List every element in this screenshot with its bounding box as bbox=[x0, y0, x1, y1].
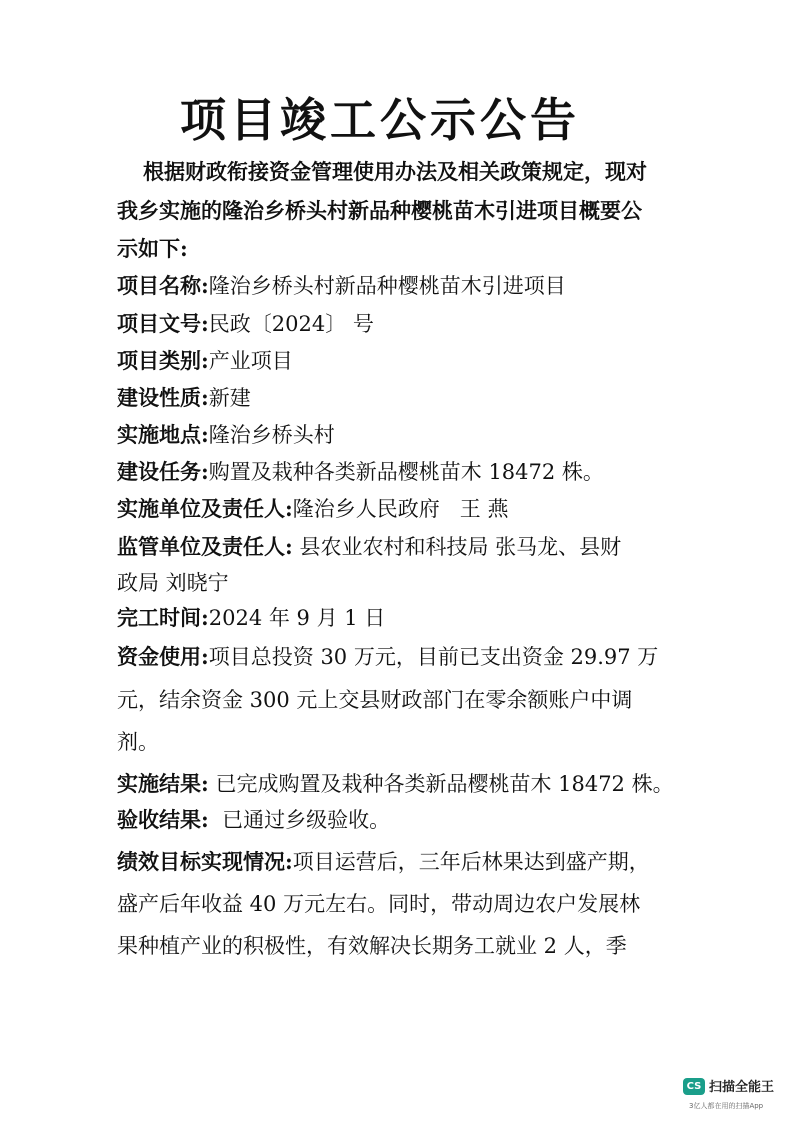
field-category bbox=[117, 347, 293, 375]
field-value: 县农业农村和科技局 张马龙、县财 bbox=[292, 535, 622, 559]
page-title: 项目竣工公示公告 bbox=[180, 93, 580, 147]
field-performance bbox=[117, 848, 650, 876]
field-label: 完工时间: bbox=[117, 605, 209, 630]
field-performance-cont-1: 盛产后年收益 40 万元左右。同时，带动周边农户发展林 bbox=[117, 892, 641, 916]
field-value: 2024 年 9 月 1 日 bbox=[208, 606, 386, 630]
watermark-tagline: 3亿人都在用的扫描App bbox=[689, 1102, 764, 1110]
field-label: 实施单位及责任人: bbox=[117, 496, 293, 521]
field-label: 验收结果: bbox=[117, 807, 209, 832]
field-value: 项目运营后，三年后林果达到盛产期， bbox=[292, 850, 650, 874]
field-doc-number bbox=[117, 310, 374, 338]
field-unit bbox=[117, 495, 508, 523]
field-supervise-cont: 政局 刘晓宁 bbox=[117, 571, 229, 595]
field-fund-cont-2: 剂。 bbox=[117, 730, 159, 754]
intro-line-3: 示如下: bbox=[117, 236, 188, 261]
intro-line-1: 根据财政衔接资金管理使用办法及相关政策规定，现对 bbox=[143, 159, 647, 184]
scanner-watermark bbox=[683, 1076, 783, 1116]
field-value: 隆治乡桥头村新品种樱桃苗木引进项目 bbox=[208, 274, 566, 298]
field-value: 项目总投资 30 万元，目前已支出资金 29.97 万 bbox=[208, 645, 659, 669]
field-fund bbox=[117, 643, 658, 671]
field-value: 隆治乡人民政府 王 燕 bbox=[292, 497, 509, 521]
field-location bbox=[117, 421, 335, 449]
field-value: 隆治乡桥头村 bbox=[208, 423, 335, 447]
field-label: 监管单位及责任人: bbox=[117, 534, 293, 559]
watermark-app-name: 扫描全能王 bbox=[709, 1080, 775, 1095]
field-result bbox=[117, 770, 674, 798]
field-label: 建设性质: bbox=[117, 385, 209, 410]
field-label: 实施地点: bbox=[117, 422, 209, 447]
field-fund-cont-1: 元，结余资金 300 元上交县财政部门在零余额账户中调 bbox=[117, 688, 633, 712]
field-label: 项目文号: bbox=[117, 311, 209, 336]
field-value: 已通过乡级验收。 bbox=[208, 808, 391, 832]
field-finish-date bbox=[117, 604, 385, 632]
field-label: 实施结果: bbox=[117, 771, 209, 796]
field-value: 购置及栽种各类新品樱桃苗木 18472 株。 bbox=[208, 460, 604, 484]
field-value: 产业项目 bbox=[208, 349, 293, 373]
field-acceptance bbox=[117, 806, 390, 834]
field-supervise bbox=[117, 533, 621, 561]
field-label: 项目名称: bbox=[117, 273, 209, 298]
field-project-name bbox=[117, 272, 566, 300]
field-task bbox=[117, 458, 604, 486]
camscanner-logo-icon: CS bbox=[683, 1078, 705, 1095]
field-value: 民政〔2024〕 号 bbox=[208, 312, 374, 336]
field-nature bbox=[117, 384, 251, 412]
field-label: 资金使用: bbox=[117, 644, 209, 669]
field-label: 项目类别: bbox=[117, 348, 209, 373]
field-value: 已完成购置及栽种各类新品樱桃苗木 18472 株。 bbox=[208, 772, 674, 796]
intro-line-2: 我乡实施的隆治乡桥头村新品种樱桃苗木引进项目概要公 bbox=[117, 198, 642, 223]
field-performance-cont-2: 果种植产业的积极性，有效解决长期务工就业 2 人，季 bbox=[117, 934, 627, 958]
field-label: 绩效目标实现情况: bbox=[117, 849, 293, 874]
field-label: 建设任务: bbox=[117, 459, 209, 484]
field-value: 新建 bbox=[208, 386, 251, 410]
